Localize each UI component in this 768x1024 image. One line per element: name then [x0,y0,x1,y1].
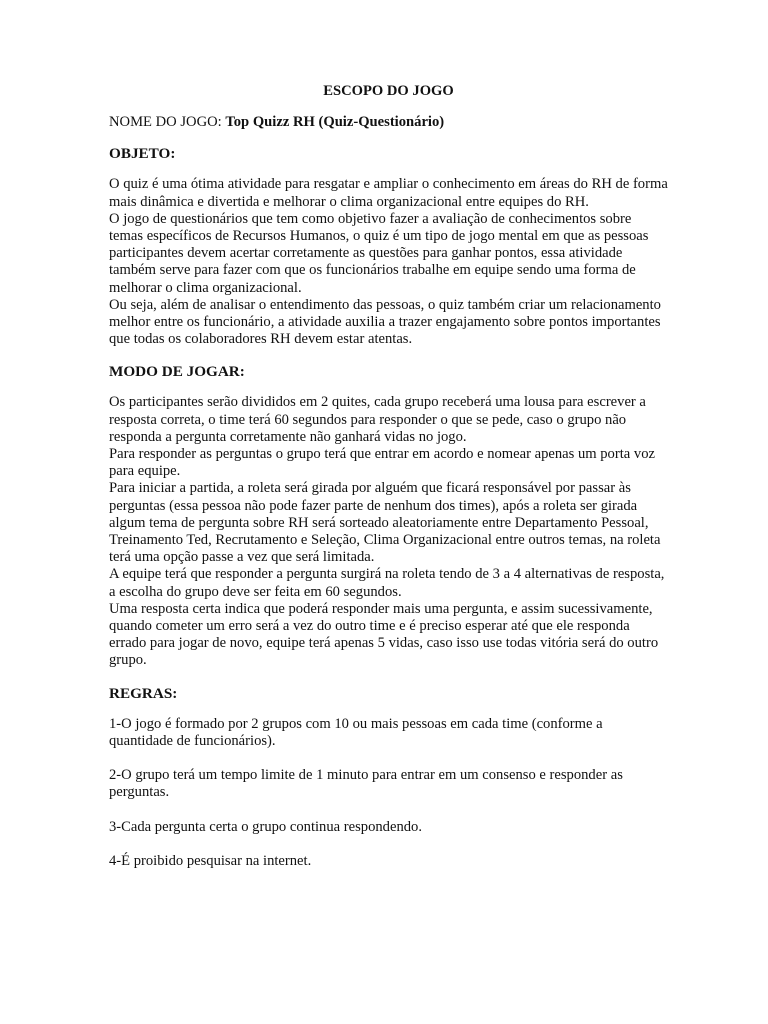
rule-item: 2-O grupo terá um tempo limite de 1 minuto para entrar em um consenso e responder as perguntas. [109,767,623,801]
game-name-value: Top Quizz RH (Quiz-Questionário) [225,114,445,131]
paragraph: Para iniciar a partida, a roleta será girada por alguém que ficará responsável por passar às perguntas (essa pessoa não pode fazer parte de nenhum dos times), após a roleta ser girada algum tema de pergunta sobre RH será sorteado aleatoriamente entre Departamento Pessoal, Treinamento Ted, Recrutamento e Seleção, Clima Organizacional entre outros temas, na roleta terá uma opção passe a vez que será limitada. [109,480,661,566]
paragraph: Ou seja, além de analisar o entendimento das pessoas, o quiz também criar um relacionamento melhor entre os funcionário, a atividade auxilia a trazer engajamento sobre pontos importantes que todas os colaboradores RH devem estar atentas. [109,296,661,348]
game-name-label: NOME DO JOGO: [109,114,226,131]
paragraph: O jogo de questionários que tem como objetivo fazer a avaliação de conhecimentos sobre temas específicos de Recursos Humanos, o quiz é um tipo de jogo mental em que as pessoas participantes devem acertar corretamente as questões para ganhar pontos, essa atividade também serve para fazer com que os funcionários trabalhe em equipe sendo uma forma de melhorar o clima organizacional. [109,210,649,296]
section-heading-objeto: OBJETO: [109,145,176,163]
paragraph: Para responder as perguntas o grupo terá que entrar em acordo e nomear apenas um porta voz para equipe. [109,446,655,480]
paragraph: A equipe terá que responder a pergunta surgirá na roleta tendo de 3 a 4 alternativas de resposta, a escolha do grupo deve ser feita em 60 segundos. [109,566,665,600]
paragraph: Uma resposta certa indica que poderá responder mais uma pergunta, e assim sucessivamente, quando cometer um erro será a vez do outro time e é preciso esperar até que ele responda errado para jogar de novo, equipe terá apenas 5 vidas, caso isso use todas vitória será do outro grupo. [109,600,659,669]
paragraph: Os participantes serão divididos em 2 quites, cada grupo receberá uma lousa para escrever a resposta correta, o time terá 60 segundos para responder o que se pede, caso o grupo não responda a pergunta corretamente não ganhará vidas no jogo. [109,394,646,445]
section-objeto-body [109,176,668,348]
rule-item: 1-O jogo é formado por 2 grupos com 10 ou mais pessoas em cada time (conforme a quantidade de funcionários). [109,715,603,749]
section-modo-body [109,394,668,669]
paragraph: O quiz é uma ótima atividade para resgatar e ampliar o conhecimento em áreas do RH de forma mais dinâmica e divertida e melhorar o clima organizacional entre equipes do RH. [109,176,668,210]
document-title: ESCOPO DO JOGO [323,83,454,99]
rule-item: 4-É proibido pesquisar na internet. [109,852,312,869]
section-heading-regras: REGRAS: [109,684,178,702]
section-regras-body [109,716,668,870]
game-name-line [109,114,668,131]
rule-item: 3-Cada pergunta certa o grupo continua respondendo. [109,818,422,835]
section-heading-modo-de-jogar: MODO DE JOGAR: [109,363,245,381]
